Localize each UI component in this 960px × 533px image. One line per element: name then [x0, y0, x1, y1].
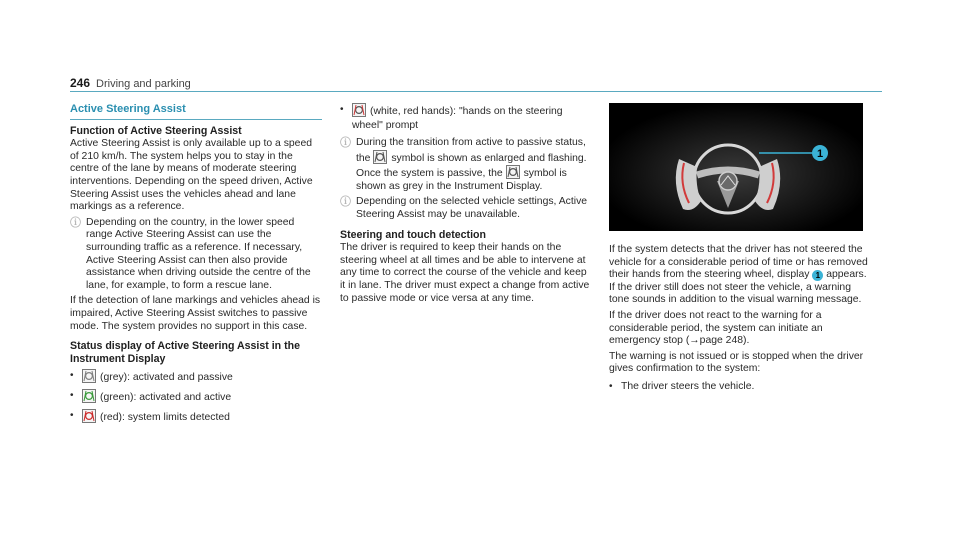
status-text: (green): activated and active [100, 392, 232, 404]
section-rule [70, 119, 322, 120]
status-item-grey [70, 369, 322, 385]
heading-touch-detection: Steering and touch detection [340, 228, 486, 241]
note-transition [340, 137, 590, 193]
note-settings [340, 196, 590, 221]
section-title: Active Steering Assist [70, 103, 186, 115]
info-icon: ⓘ [340, 196, 351, 209]
paragraph-touch-detection: The driver is required to keep their hands on the steering wheel at all times and be able to intervene at any time to correct the course of the vehicle and keep it in lane. The driver must expect a change from active to passive mode or vice versa at any time. [340, 242, 590, 304]
page-number: 246 [70, 76, 91, 90]
status-item-red [70, 409, 322, 425]
steering-assist-icon [506, 165, 520, 179]
chapter-title: Driving and parking [96, 78, 191, 90]
header-rule [70, 91, 882, 92]
bullet-dot: • [609, 380, 613, 392]
paragraph-text-part: appears. If the driver still does not steer the vehicle, a warning tone sounds in addition to the visual warning message. [609, 269, 867, 306]
paragraph-function: Active Steering Assist is only available up to a speed of 210 km/h. The system helps you to stay in the centre of the lane by means of moderate steering interventions. Depending on the speed driven, Active Steering Assist uses the vehicles ahead and lane markings as a reference. [70, 138, 313, 213]
paragraph-display-warning [609, 244, 874, 307]
heading-function: Function of Active Steering Assist [70, 124, 242, 137]
list-item-text: The driver steers the vehicle. [621, 380, 755, 392]
note-text-part: During the transition from active to passive status, the [356, 137, 586, 164]
info-icon: ⓘ [340, 137, 351, 149]
paragraph-text-part: If the system detects that the driver has not steered the vehicle for a considerable period of time or has removed their hands from the steering wheel, display [609, 244, 868, 281]
column-right [609, 244, 874, 398]
note-country [70, 217, 322, 293]
steering-assist-icon-red [82, 409, 96, 423]
arrow-right-icon: → [689, 335, 700, 347]
note-text [356, 137, 590, 193]
status-text: (red): system limits detected [100, 412, 230, 424]
column-left [70, 103, 322, 429]
hands-on-wheel-illustration [609, 103, 863, 231]
steering-assist-icon-white [352, 103, 366, 117]
info-icon: ⓘ [70, 216, 81, 229]
steering-assist-icon-grey [82, 369, 96, 383]
paragraph-emergency-stop [609, 310, 874, 348]
column-middle [340, 103, 590, 308]
paragraph-text-part: If the driver does not react to the warning for a considerable period, the system can initiate an emergency stop ( [609, 309, 823, 347]
note-text: Depending on the selected vehicle settings, Active Steering Assist may be unavailable. [356, 196, 588, 220]
heading-status-display: Status display of Active Steering Assist in the Instrument Display [70, 340, 300, 365]
list-item [609, 380, 874, 394]
note-text-part: symbol is shown as enlarged and flashing. Once the system is passive, the [356, 152, 587, 180]
paragraph-detection: If the detection of lane markings and vehicles ahead is impaired, Active Steering Assist switches to passive mode. The system provides no support in this case. [70, 295, 321, 332]
inline-callout: 1 [812, 270, 823, 281]
bullet-dot: • [340, 104, 344, 115]
steering-assist-icon [373, 150, 387, 164]
bullet-dot: • [70, 370, 74, 382]
status-item-green [70, 389, 322, 405]
paragraph-confirmation: The warning is not issued or is stopped when the driver gives confirmation to the system: [609, 350, 864, 375]
note-text-part: symbol is shown as grey in the Instrument Display. [356, 168, 567, 192]
page-reference-link[interactable]: page 248). [699, 335, 750, 347]
status-text: (grey): activated and passive [100, 372, 233, 384]
instrument-display-figure [609, 103, 863, 231]
note-text: Depending on the country, in the lower speed range Active Steering Assist can use the surrounding traffic as a reference. If necessary, Active Steering Assist can then also provide assistance when driving outside the centre of the lane, for example, to form a rescue lane. [86, 216, 311, 291]
page-header [70, 74, 882, 90]
status-text: (white, red hands): "hands on the steering wheel" prompt [352, 106, 563, 131]
bullet-dot: • [70, 410, 74, 422]
steering-assist-icon-green [82, 389, 96, 403]
bullet-dot: • [70, 390, 74, 402]
callout-number: 1 [816, 148, 824, 160]
status-item-white [340, 103, 590, 133]
